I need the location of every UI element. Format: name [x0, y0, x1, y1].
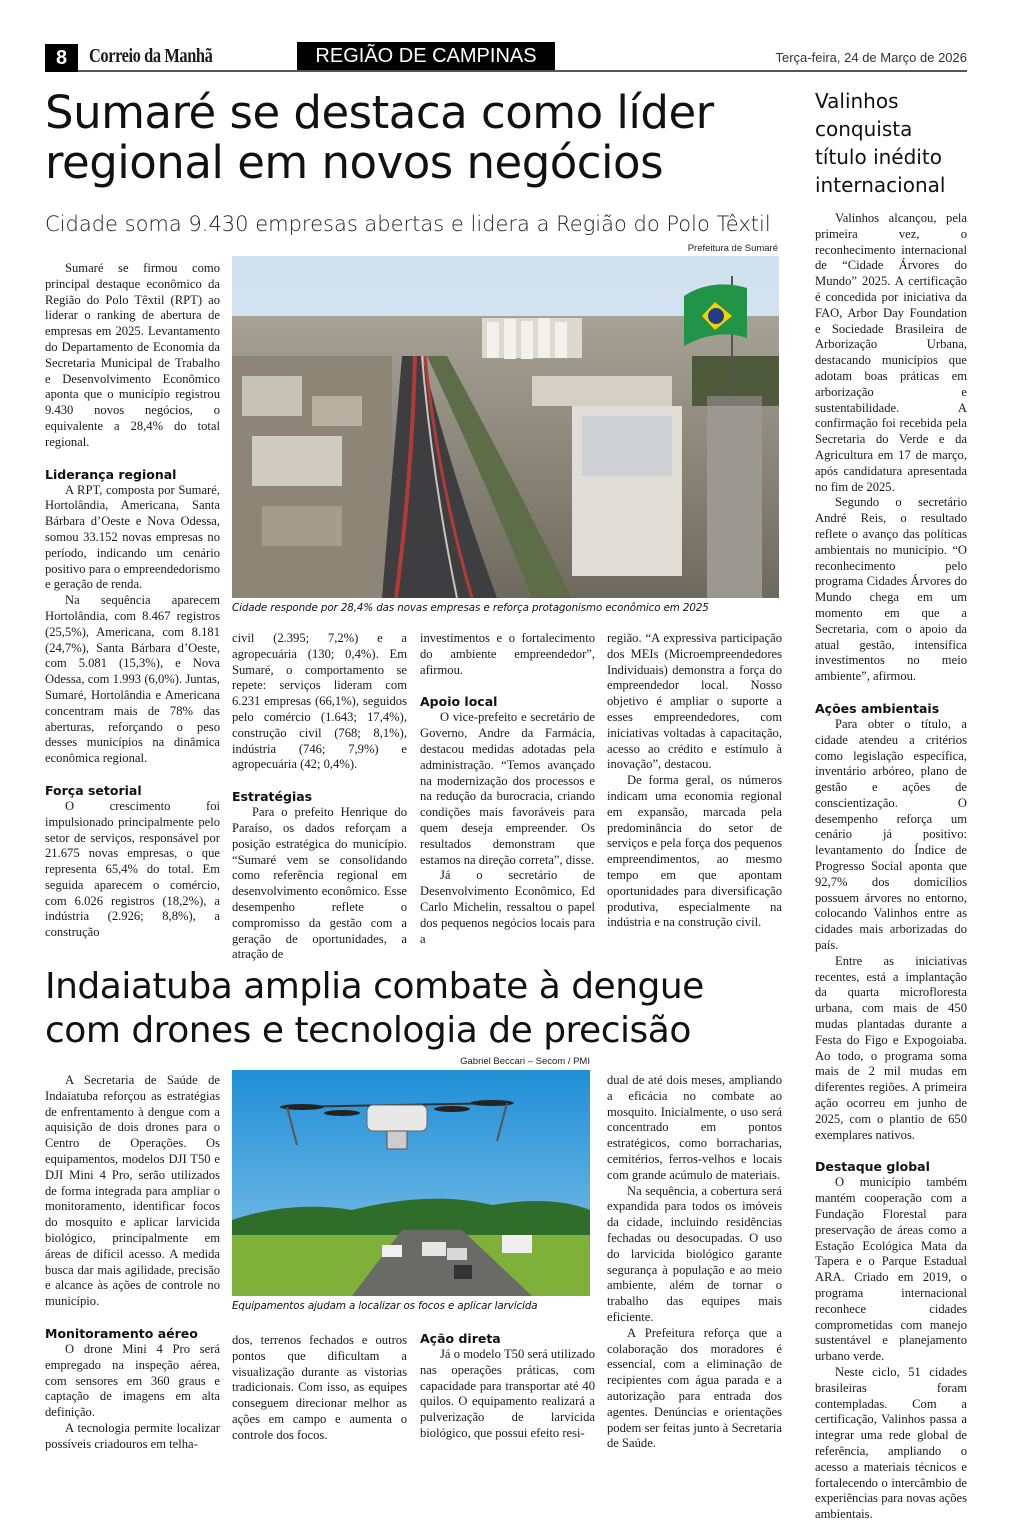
headline-line: Valinhos: [815, 89, 899, 113]
article2-photo-caption: Equipamentos ajudam a localizar os focos e aplicar larvicida: [232, 1300, 538, 1312]
subheading-lideranca-regional: Liderança regional: [45, 466, 177, 482]
paragraph: dual de até dois meses, ampliando a eficácia no combate ao mosquito. Inicialmente, o uso será concentrado em pontos estratégicos, como borracharias, cemitérios, ferros-velhos e locais com grande acúmulo de materiais.: [607, 1073, 782, 1182]
headline-line: conquista: [815, 117, 913, 141]
headline-line: Indaiatuba amplia combate à dengue: [45, 966, 704, 1007]
publication-date: Terça-feira, 24 de Março de 2026: [775, 50, 967, 65]
paragraph: investimentos e o fortalecimento do ambiente empreendedor”, afirmou.: [420, 631, 595, 677]
article2-headline: [45, 965, 795, 1053]
paragraph: Segundo o secretário André Reis, o resultado reflete o avanço das políticas ambientais no município. “O reconhecimento pelo programa Cidades Árvores do Mundo chega em um momento em que a Secretaria, com o apoio da atual gestão, intensifica investimentos no meio ambiente”, afirmou.: [815, 495, 967, 684]
headline-line: Sumaré se destaca como líder: [45, 86, 714, 139]
article1-column-2: [232, 631, 407, 963]
paragraph: Valinhos alcançou, pela primeira vez, o reconhecimento internacional de “Cidade Árvores do Mundo” 2025. A certificação é concedida por iniciativa da FAO, Arbor Day Foundation e Sociedade Brasileira de Arborização Urbana, destacando municípios que adotam boas práticas em arborização e sustentabilidade. A confirmação foi recebida pela Secretaria do Verde e da Agricultura em 17 de março, após candidatura apresentada no fim de 2025.: [815, 211, 967, 494]
headline-line: título inédito: [815, 145, 942, 169]
paragraph: O município também mantém cooperação com a Fundação Florestal para preservação de áreas como a Estação Ecológica Mata da Tapera e o Parque Estadual ARA. Criado em 2019, o programa internacional reconhece cidades comprometidas com manejo sustentável e planejamento urbano verde.: [815, 1175, 967, 1364]
page-number: 8: [45, 44, 78, 72]
article1-photo-caption: Cidade responde por 28,4% das novas empresas e reforça protagonismo econômico em 2025: [232, 602, 709, 614]
paragraph: dos, terrenos fechados e outros pontos que dificultam a visualização durante as vistorias tradicionais. Com isso, as equipes conseguem direcionar melhor as ações em campo e aumenta o controle dos focos.: [232, 1333, 407, 1442]
sidebar-column: [815, 211, 967, 1523]
newspaper-name: Correio da Manhã: [89, 45, 213, 67]
subheading-forca-setorial: Força setorial: [45, 782, 142, 798]
paragraph: A Secretaria de Saúde de Indaiatuba reforçou as estratégias de enfrentamento à dengue com a aquisição de dois drones para o Centro de Operações. Os equipamentos, modelos DJI T50 e DJI Mini 4 Pro, serão utilizados de forma integrada para ampliar o monitoramento, identificar focos do mosquito e aplicar larvicida biológico, principalmente em áreas de difícil acesso. A medida busca dar mais agilidade, precisão e alcance às ações de controle no município.: [45, 1073, 220, 1309]
paragraph: Já o modelo T50 será utilizado nas operações práticas, com capacidade para transportar até 40 quilos. O equipamento realizará a pulverização de larvicida biológico, que possui efeito resi-: [420, 1347, 595, 1440]
paragraph: Sumaré se firmou como principal destaque econômico da Região do Polo Têxtil (RPT) ao liderar o ranking de abertura de empresas em 2025. Levantamento do Departamento de Economia da Secretaria Municipal de Trabalho e Desenvolvimento Econômico aponta que o município registrou 9.430 novos negócios, o equivalente a 28,4% do total regional.: [45, 261, 220, 449]
paragraph: Neste ciclo, 51 cidades brasileiras foram contempladas. Com a certificação, Valinhos passa a integrar uma rede global de referência, ampliando o acesso a materiais técnicos e fortalecendo o intercâmbio de experiências para novas ações ambientais.: [815, 1364, 967, 1522]
headline-line: com drones e tecnologia de precisão: [45, 1010, 691, 1051]
paragraph: O vice-prefeito e secretário de Governo, Andre da Farmácia, destacou medidas adotadas pela administração. “Temos avançado na modernização dos processos e na redução da burocracia, criando condições mais favoráveis para quem deseja empreender. Os resultados demonstram que estamos na direção correta”, disse.: [420, 710, 595, 867]
article1-photo-aerial-city: [232, 256, 779, 598]
article1-column-4: [607, 631, 782, 931]
paragraph: A Prefeitura reforça que a colaboração dos moradores é essencial, com a eliminação de recipientes com água parada e a autorização para entrada dos agentes. Denúncias e orientações podem ser feitas junto à Secretaria de Saúde.: [607, 1325, 782, 1451]
paragraph: De forma geral, os números indicam uma economia regional em expansão, marcada pela predominância do setor de serviços e pela força dos pequenos empreendimentos, ao mesmo tempo em que apontam oportunidades para diversificação produtiva, especialmente na indústria e na construção civil.: [607, 773, 782, 930]
article2-column-1: [45, 1073, 220, 1453]
subheading-estrategias: Estratégias: [232, 789, 313, 805]
article2-column-2: [232, 1333, 407, 1444]
subheading-acoes-ambientais: Ações ambientais: [815, 700, 940, 716]
paragraph: A RPT, composta por Sumaré, Hortolândia, Americana, Santa Bárbara d’Oeste e Nova Odessa, somou 33.152 novas empresas no período, indicando um cenário positivo para o empreendedorismo e geração de renda.: [45, 482, 220, 592]
subheading-monitoramento-aereo: Monitoramento aéreo: [45, 1325, 198, 1341]
article2-photo-drone: [232, 1070, 590, 1296]
article1-headline: [45, 88, 795, 189]
paragraph: Na sequência, a cobertura será expandida para todos os imóveis da cidade, incluindo residências fechadas ou desocupadas. O uso do larvicida biológico garante segurança à população e ao meio ambiente, além de tornar o trabalho das equipes mais eficiente.: [607, 1183, 782, 1324]
paragraph: Já o secretário de Desenvolvimento Econômico, Ed Carlo Michelin, ressaltou o papel dos pequenos negócios locais para a: [420, 868, 595, 946]
subheading-apoio-local: Apoio local: [420, 694, 498, 710]
paragraph: Entre as iniciativas recentes, está a implantação da quarta microfloresta urbana, com mais de 450 mudas plantadas durante a Festa do Figo e Expogoiaba. Ao todo, o programa soma mais de 2 mil mudas em diferentes regiões. A primeira ação ocorreu em junho de 2025, com o plantio de 650 exemplares nativos.: [815, 953, 967, 1142]
paragraph: O drone Mini 4 Pro será empregado na inspeção aérea, com sensores em 360 graus e captação de imagens em alta definição.: [45, 1341, 220, 1420]
paragraph: Para obter o título, a cidade atendeu a critérios como legislação específica, inventário arbóreo, plano de gestão e ações de conscientização. O desempenho reforça um cenário já positivo: levantamento do Índice de Progresso Social aponta que 92,7% dos domicílios possuem árvores no entorno, colocando Valinhos entre as cidades mais arborizadas do país.: [815, 716, 967, 953]
paragraph: região. “A expressiva participação dos MEIs (Microempreendedores Individuais) demonstra a força do empreendedor local. Nosso objetivo é ampliar o suporte a esses empreendedores, com iniciativas voltadas à capacitação, acesso ao crédito e estímulo à inovação”, destacou.: [607, 631, 782, 772]
paragraph: A tecnologia permite localizar possíveis criadouros em telha-: [45, 1420, 220, 1451]
photo-credit: Gabriel Beccari – Secom / PMI: [460, 1056, 590, 1067]
article1-column-3: [420, 631, 595, 947]
section-tag: REGIÃO DE CAMPINAS: [297, 42, 555, 70]
paragraph: Para o prefeito Henrique do Paraíso, os dados reforçam a posição estratégica do município. “Sumaré vem se consolidando como referência regional em desenvolvimento econômico. Esse desempenho reflete o compromisso da gestão com a geração de oportunidades, a atração de: [232, 805, 407, 962]
headline-line: regional em novos negócios: [45, 136, 664, 190]
paragraph: civil (2.395; 7,2%) e a agropecuária (130; 0,4%). Em Sumaré, o comportamento se repete: serviços lideram com 6.231 empresas (66,1%), seguidos pelo comércio (1.643; 17,4%), construção civil (768; 8,1%), indústria (746; 7,9%) e agropecuária (42; 0,4%).: [232, 631, 407, 772]
photo-credit: Prefeitura de Sumaré: [687, 243, 778, 254]
paragraph: Na sequência aparecem Hortolândia, com 8.467 registros (25,5%), Americana, com 8.181 (24,7%), Santa Bárbara d’Oeste, com 5.081 (15,3%), e Nova Odessa, com 1.993 (6,0%). Juntas, Sumaré, Hortolândia e Americana concentram mais de 78% das aberturas, reforçando o peso desses municípios na dinâmica econômica regional.: [45, 593, 220, 766]
article1-column-1: [45, 261, 220, 941]
article1-subheadline: Cidade soma 9.430 empresas abertas e lidera a Região do Polo Têxtil: [45, 212, 771, 236]
article2-column-3: [420, 1317, 595, 1442]
subheading-acao-direta: Ação direta: [420, 1331, 501, 1346]
article2-column-4: [607, 1073, 782, 1452]
subheading-destaque-global: Destaque global: [815, 1159, 930, 1175]
masthead: [45, 44, 967, 72]
sidebar-headline: [815, 87, 975, 199]
paragraph: O crescimento foi impulsionado principalmente pelo setor de serviços, responsável por 21.675 novas empresas, o que representa 65,4% do total. Em seguida aparecem o comércio, com 6.026 registros (18,2%), a indústria (2.926; 8,8%), a construção: [45, 798, 220, 940]
headline-line: internacional: [815, 173, 946, 197]
